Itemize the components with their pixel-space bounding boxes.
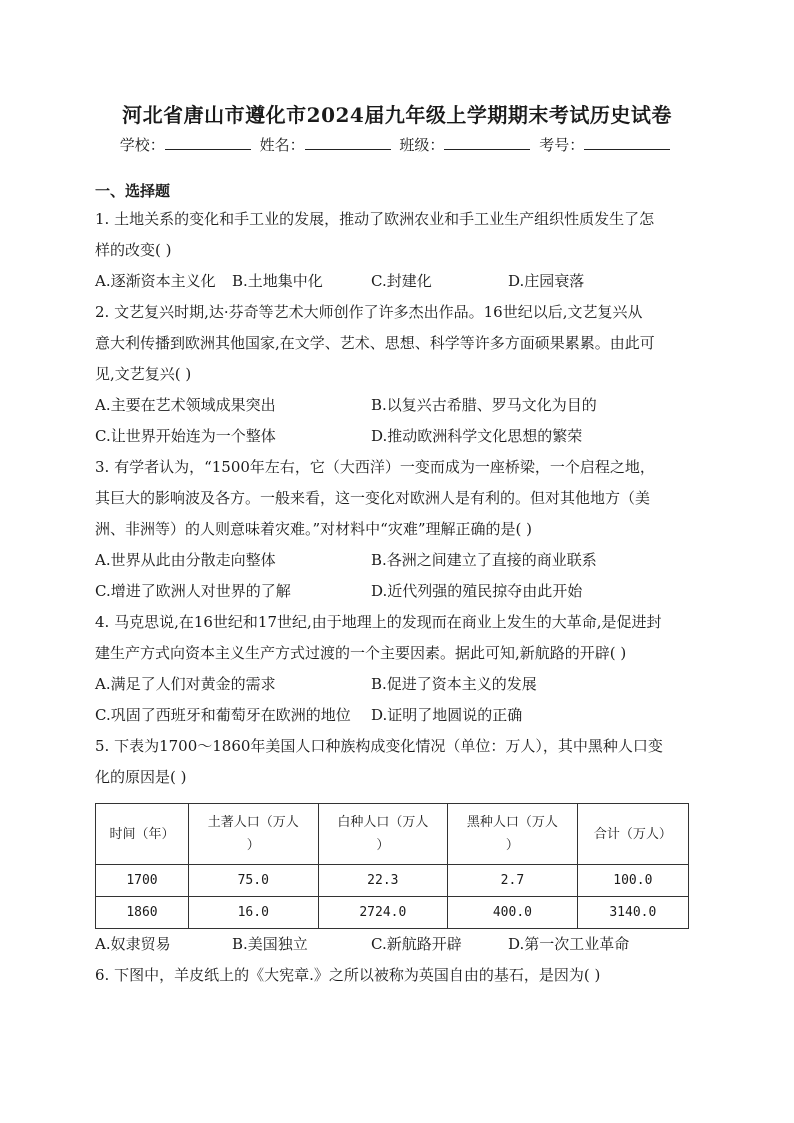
options-row [95,421,695,452]
options-row [95,545,695,576]
question-stem-line: 样的改变( ) [95,241,172,259]
option-b[interactable]: B.各洲之间建立了直接的商业联系 [371,551,597,569]
question-3 [95,452,695,607]
option-a[interactable]: A.奴隶贸易 [95,935,171,953]
header-cell-white: 白种人口（万人 ） [318,804,448,865]
options-row [95,576,695,607]
table-cell: 2724.0 [318,897,448,929]
table-cell: 1860 [96,897,189,929]
question-stem-line: 化的原因是( ) [95,768,187,786]
exam-title: 河北省唐山市遵化市2024届九年级上学期期末考试历史试卷 [122,103,672,127]
question-1 [95,204,695,297]
option-a[interactable]: A.逐渐资本主义化 [95,272,216,290]
name-blank[interactable] [305,135,391,150]
question-5 [95,731,695,960]
student-info-line [0,133,794,157]
options-row [95,266,695,297]
option-d[interactable]: D.第一次工业革命 [508,935,630,953]
option-a[interactable]: A.满足了人们对黄金的需求 [95,675,276,693]
table-cell: 16.0 [188,897,318,929]
table-cell: 1700 [96,865,189,897]
question-stem-line: 6. 下图中，羊皮纸上的《大宪章.》之所以被称为英国自由的基石，是因为( ) [95,966,601,984]
section-title: 一、选择题 [95,182,171,200]
option-b[interactable]: B.美国独立 [232,935,308,953]
option-d[interactable]: D.近代列强的殖民掠夺由此开始 [371,582,583,600]
header-cell-year: 时间（年） [96,804,189,865]
question-2 [95,297,695,452]
question-4 [95,607,695,731]
option-c[interactable]: C.让世界开始连为一个整体 [95,427,276,445]
question-stem-line: 建生产方式向资本主义生产方式过渡的一个主要因素。据此可知,新航路的开辟( ) [95,644,627,662]
question-stem-line: 3. 有学者认为，“1500年左右，它（大西洋）一变而成为一座桥梁，一个启程之地， [95,458,655,476]
header-cell-native: 土著人口（万人 ） [188,804,318,865]
question-stem-line: 4. 马克思说,在16世纪和17世纪,由于地理上的发现而在商业上发生的大革命,是促进封 [95,613,662,631]
option-d[interactable]: D.庄园衰落 [508,272,585,290]
options-row [95,669,695,700]
table-cell: 22.3 [318,865,448,897]
question-stem-line: 洲、非洲等）的人则意味着灾难。”对材料中“灾难”理解正确的是( ) [95,520,532,538]
option-b[interactable]: B.土地集中化 [232,272,323,290]
options-row [95,390,695,421]
class-blank[interactable] [444,135,530,150]
exam-content [95,178,695,991]
header-cell-black: 黑种人口（万人 ） [448,804,578,865]
exam-number-blank[interactable] [584,135,670,150]
option-b[interactable]: B.以复兴古希腊、罗马文化为目的 [371,396,597,414]
option-c[interactable]: C.新航路开辟 [371,935,462,953]
option-d[interactable]: D.推动欧洲科学文化思想的繁荣 [371,427,583,445]
table-cell: 2.7 [448,865,578,897]
option-c[interactable]: C.巩固了西班牙和葡萄牙在欧洲的地位 [95,706,351,724]
exam-number-label: 考号： [539,136,585,154]
question-6 [95,960,695,991]
question-stem-line: 5. 下表为1700～1860年美国人口种族构成变化情况（单位：万人），其中黑种人口变 [95,737,663,755]
question-stem-line: 其巨大的影响波及各方。一般来看，这一变化对欧洲人是有利的。但对其他地方（美 [95,489,651,507]
table-header-row [96,804,689,865]
school-label: 学校： [119,136,165,154]
table-row [96,865,689,897]
options-row [95,929,695,960]
table-cell: 400.0 [448,897,578,929]
option-b[interactable]: B.促进了资本主义的发展 [371,675,537,693]
option-a[interactable]: A.世界从此由分散走向整体 [95,551,276,569]
question-stem-line: 2. 文艺复兴时期,达·芬奇等艺术大师创作了许多杰出作品。16世纪以后,文艺复兴从 [95,303,643,321]
options-row [95,700,695,731]
table-cell: 75.0 [188,865,318,897]
class-label: 班级： [399,136,445,154]
question-stem-line: 见,文艺复兴( ) [95,365,192,383]
school-blank[interactable] [165,135,251,150]
population-table [95,803,689,929]
header-cell-total: 合计（万人） [577,804,688,865]
table-cell: 3140.0 [577,897,688,929]
name-label: 姓名： [259,136,305,154]
option-a[interactable]: A.主要在艺术领域成果突出 [95,396,276,414]
option-d[interactable]: D.证明了地圆说的正确 [371,706,523,724]
question-stem-line: 意大利传播到欧洲其他国家,在文学、艺术、思想、科学等许多方面硕果累累。由此可 [95,334,655,352]
option-c[interactable]: C.封建化 [371,272,432,290]
table-row [96,897,689,929]
option-c[interactable]: C.增进了欧洲人对世界的了解 [95,582,291,600]
table-cell: 100.0 [577,865,688,897]
question-stem-line: 1. 土地关系的变化和手工业的发展，推动了欧洲农业和手工业生产组织性质发生了怎 [95,210,655,228]
